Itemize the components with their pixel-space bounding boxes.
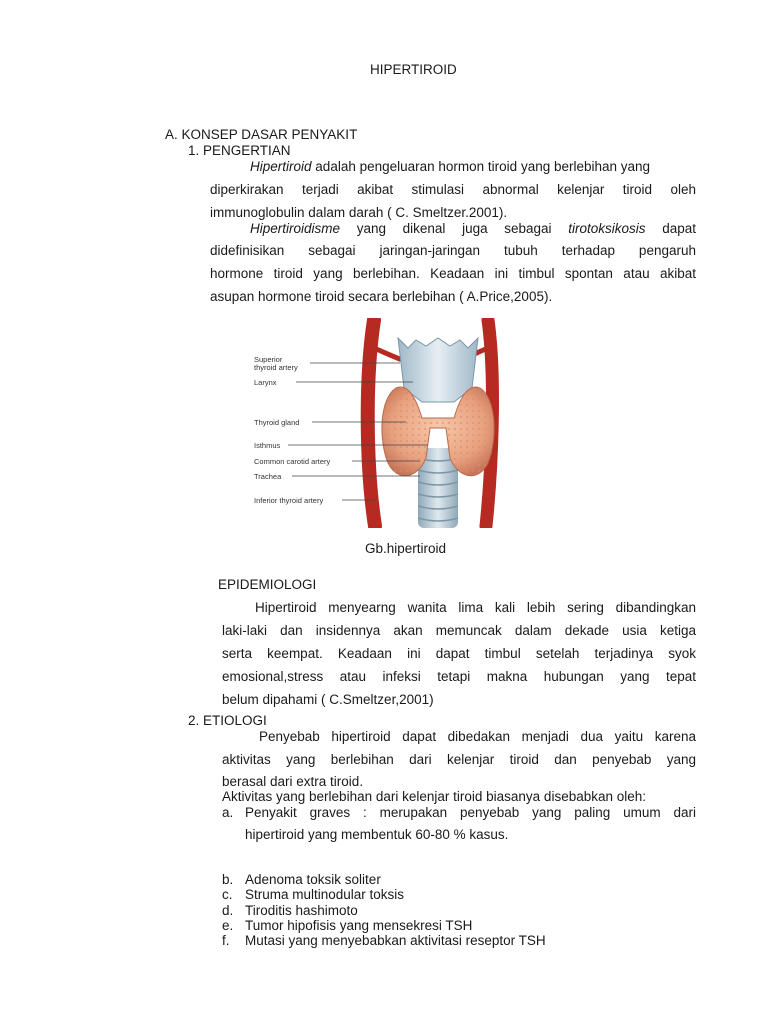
list-marker-b: b. — [222, 872, 234, 887]
etiologi-line-1: Penyebab hipertiroid dapat dibedakan menjadi dua yaitu karena — [259, 729, 696, 744]
figure-caption: Gb.hipertiroid — [365, 541, 447, 556]
label-isthmus: Isthmus — [254, 441, 281, 450]
term-hipertiroidisme: Hipertiroidisme — [250, 221, 341, 236]
etiologi-line-2: aktivitas yang berlebihan dari kelenjar tiroid dan penyebab yang — [222, 752, 696, 767]
item-1-heading: 1. PENGERTIAN — [188, 143, 291, 158]
hipertiroidisme-line-1 — [250, 221, 696, 236]
list-item-f: Mutasi yang menyebabkan aktivitasi reseptor TSH — [245, 933, 546, 948]
label-inferior-thyroid-artery: Inferior thyroid artery — [254, 496, 324, 505]
hipertiroidisme-line-3: hormone tiroid yang berlebihan. Keadaan ini timbul spontan atau akibat — [210, 266, 696, 281]
term-tirotoksikosis: tirotoksikosis — [568, 221, 646, 236]
list-marker-c: c. — [222, 887, 233, 902]
pengertian-line-1 — [250, 159, 650, 174]
list-marker-a: a. — [222, 805, 234, 820]
list-item-a-line-2: hipertiroid yang membentuk 60-80 % kasus. — [245, 827, 509, 842]
item-2-heading: 2. ETIOLOGI — [188, 713, 267, 728]
label-larynx: Larynx — [254, 378, 277, 387]
list-item-a-line-1: Penyakit graves : merupakan penyebab yang paling umum dari — [245, 805, 696, 820]
list-marker-f: f. — [222, 933, 230, 948]
term-hipertiroid: Hipertiroid — [250, 159, 312, 174]
document-title: HIPERTIROID — [370, 62, 457, 77]
epidemiologi-line-5: belum dipahami ( C.Smeltzer,2001) — [222, 692, 434, 707]
epidemiologi-line-4: emosional,stress atau infeksi tetapi makna hubungan yang tepat — [222, 669, 696, 684]
hipertiroidisme-line-2: didefinisikan sebagai jaringan-jaringan tubuh terhadap pengaruh — [210, 243, 696, 258]
pengertian-line-1-rest: adalah pengeluaran hormon tiroid yang berlebihan yang — [315, 159, 651, 174]
hipertiroidisme-line-1-end: dapat — [662, 221, 696, 236]
label-thyroid-gland: Thyroid gland — [254, 418, 300, 427]
list-item-c: Struma multinodular toksis — [245, 887, 405, 902]
section-a-heading: A. KONSEP DASAR PENYAKIT — [165, 127, 358, 142]
epidemiologi-heading: EPIDEMIOLOGI — [218, 577, 317, 592]
list-marker-e: e. — [222, 918, 234, 933]
label-common-carotid-artery: Common carotid artery — [254, 457, 331, 466]
list-item-b: Adenoma toksik soliter — [245, 872, 381, 887]
pengertian-line-2: diperkirakan terjadi akibat stimulasi abnormal kelenjar tiroid oleh — [210, 182, 696, 197]
etiologi-line-3: berasal dari extra tiroid. — [222, 774, 364, 789]
hipertiroidisme-line-4: asupan hormone tiroid secara berlebihan ( A.Price,2005). — [210, 289, 553, 304]
epidemiologi-line-2: laki-laki dan insidennya akan memuncak dalam dekade usia ketiga — [222, 623, 696, 638]
label-thyroid-artery: thyroid artery — [254, 363, 298, 372]
list-item-e: Tumor hipofisis yang mensekresi TSH — [245, 918, 473, 933]
pengertian-line-3: immunoglobulin dalam darah ( C. Smeltzer.2001). — [210, 205, 508, 220]
thyroid-illustration — [248, 318, 510, 528]
epidemiologi-line-1: Hipertiroid menyearng wanita lima kali lebih sering dibandingkan — [255, 600, 696, 615]
hipertiroidisme-line-1-mid: yang dikenal juga sebagai — [356, 221, 552, 236]
label-superior: Superior — [254, 355, 283, 364]
thyroid-anatomy-figure — [248, 318, 510, 528]
list-marker-d: d. — [222, 903, 234, 918]
list-item-d: Tiroditis hashimoto — [245, 903, 358, 918]
label-trachea: Trachea — [254, 472, 282, 481]
etiologi-line-4: Aktivitas yang berlebihan dari kelenjar tiroid biasanya disebabkan oleh: — [222, 789, 647, 804]
epidemiologi-line-3: serta keempat. Keadaan ini dapat timbul setelah terjadinya syok — [222, 646, 696, 661]
